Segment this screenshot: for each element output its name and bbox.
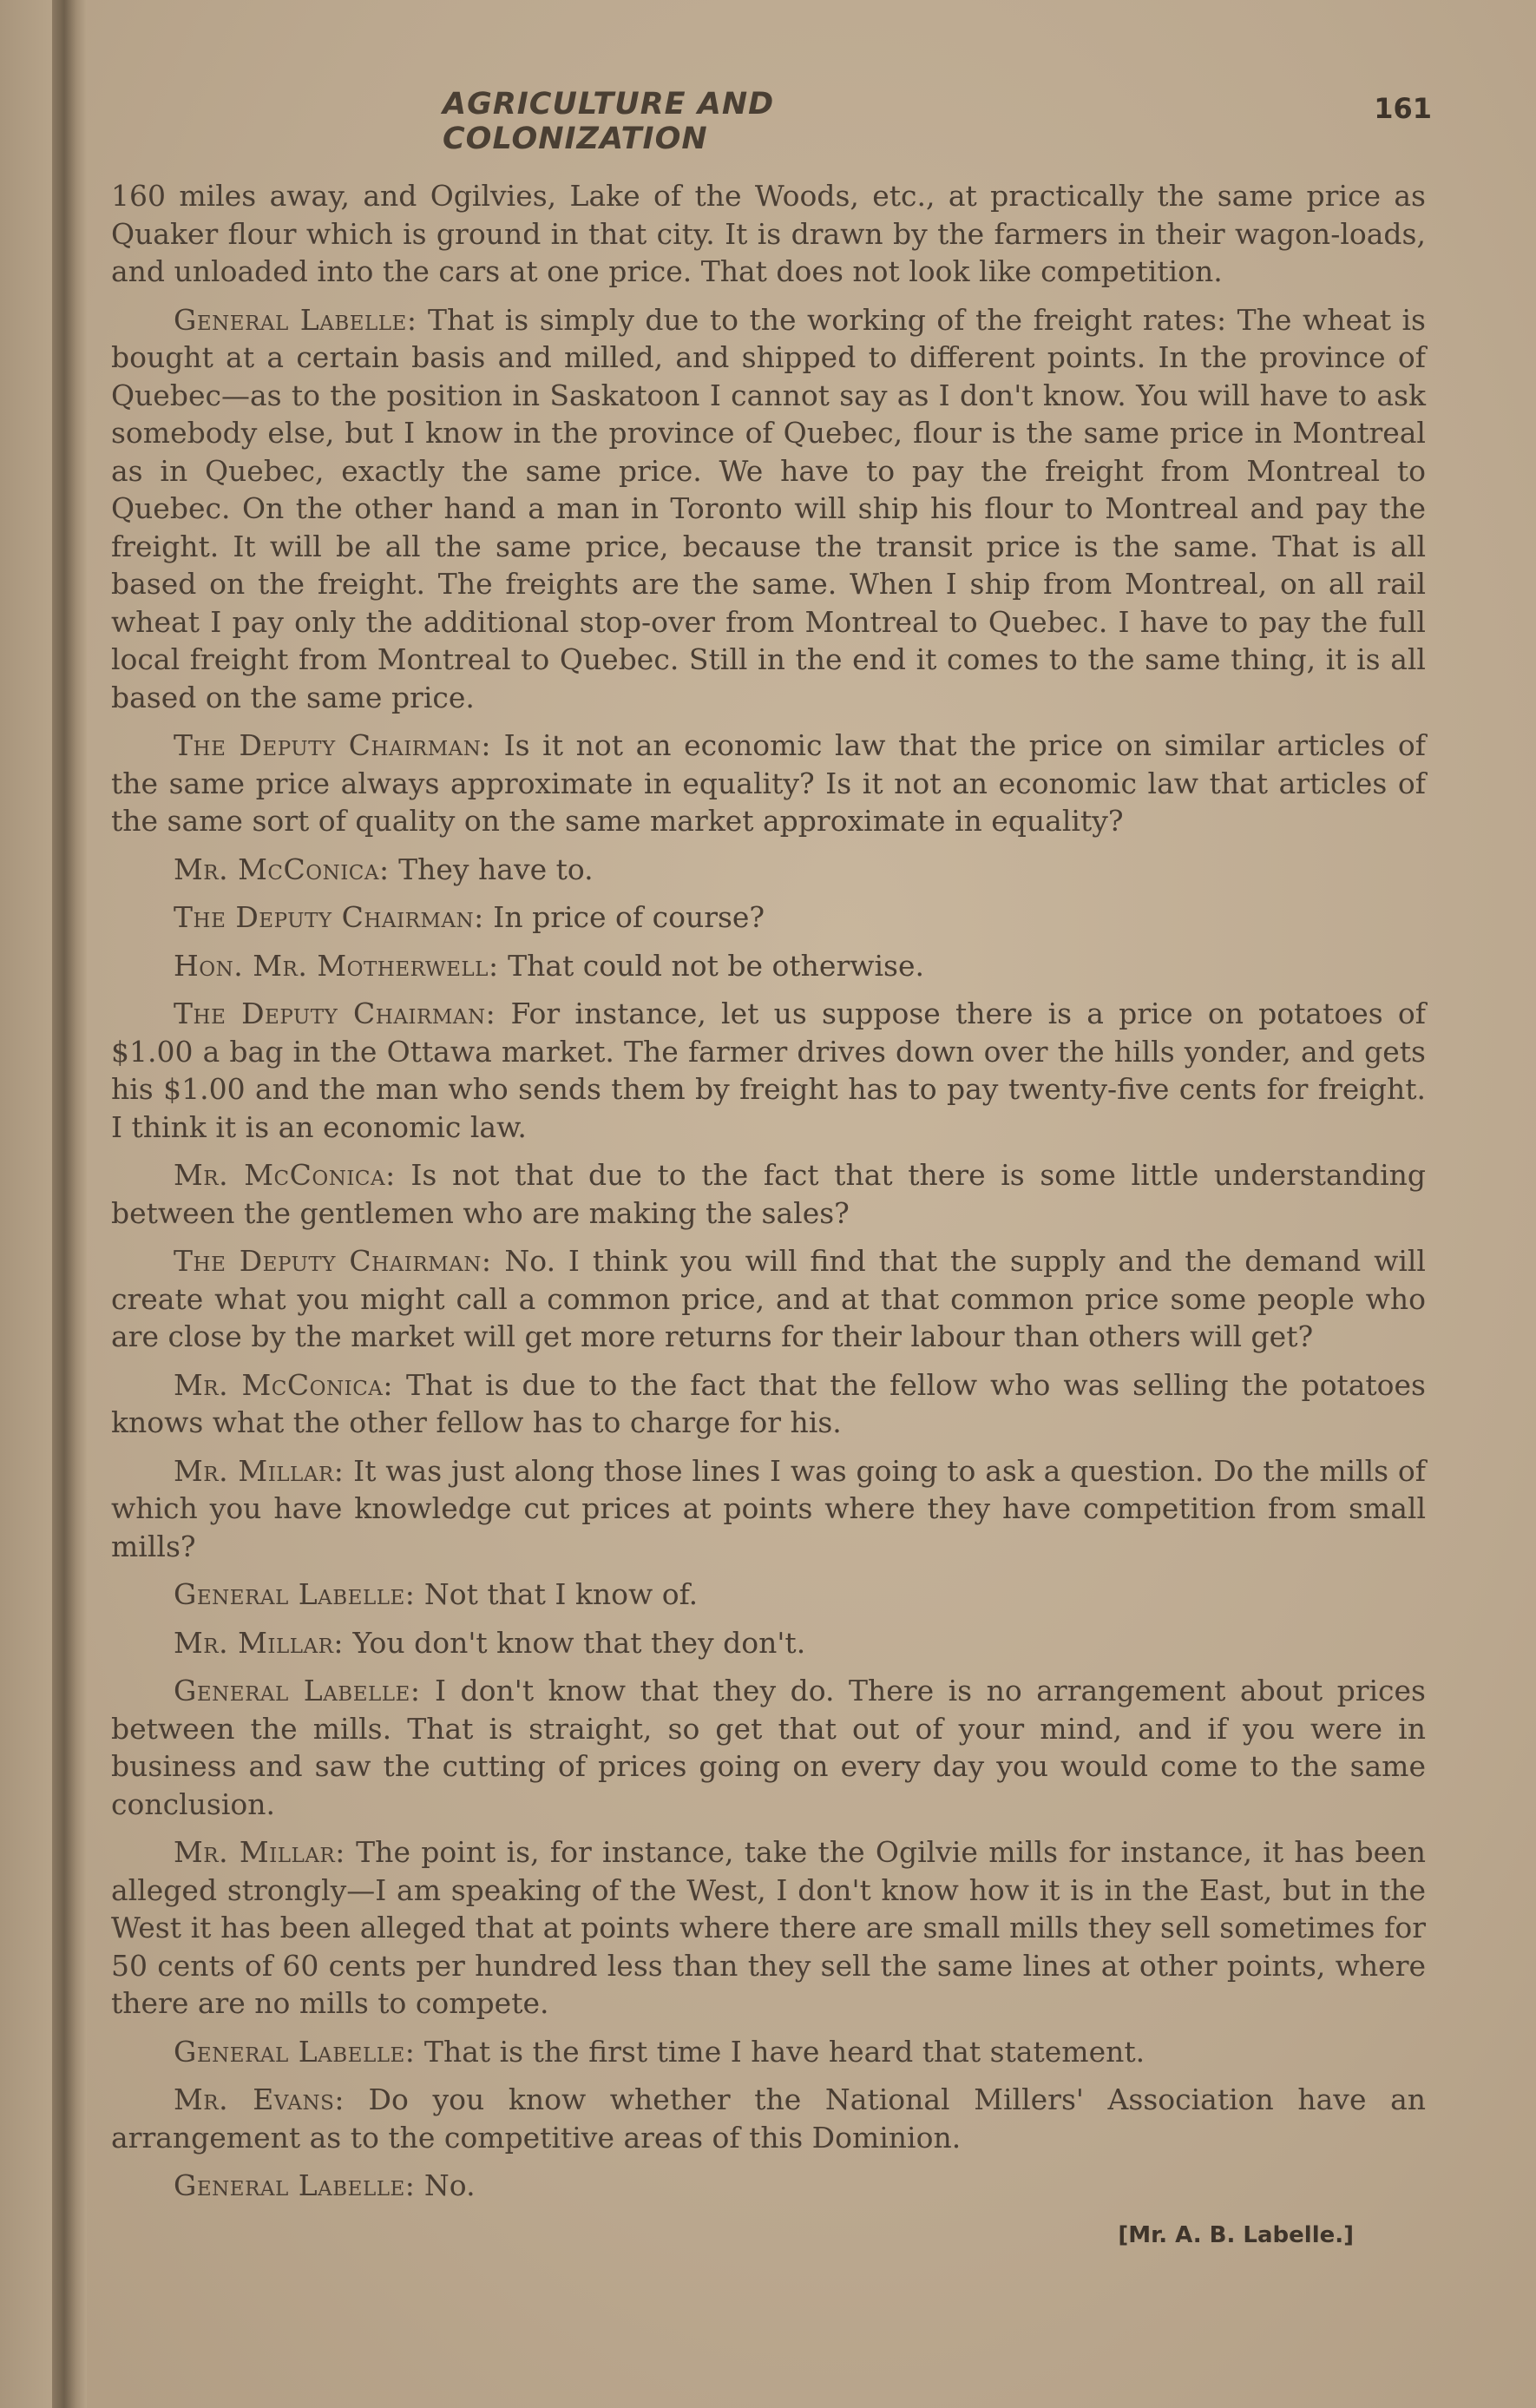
paragraph-text: They have to. <box>389 852 594 886</box>
paragraph <box>111 1833 1426 2023</box>
speaker-attribution: [Mr. A. B. Labelle.] <box>1118 2222 1354 2248</box>
speaker-name: Mr. McConica: <box>174 1158 396 1192</box>
speaker-name: General Labelle: <box>174 1674 421 1707</box>
speaker-name: Hon. Mr. Motherwell: <box>174 948 499 983</box>
paragraph-text: No. <box>415 2168 476 2202</box>
paragraph <box>111 995 1426 1146</box>
speaker-name: Mr. Millar: <box>174 1835 345 1869</box>
speaker-name: General Labelle: <box>174 2034 416 2069</box>
speaker-name: General Labelle: <box>174 302 417 337</box>
speaker-name: General Labelle: <box>174 2168 416 2202</box>
paragraph-text: No. I think you will find that the supply and the demand will create what you might call a common price, and at that common price some people who are close by the market will get more returns for their labour than others will get? <box>111 1244 1426 1353</box>
page-header <box>113 87 1432 156</box>
paragraph-text: Is not that due to the fact that there is some little understanding between the gentlemen who are making the sales? <box>111 1158 1426 1230</box>
paragraph <box>111 1452 1426 1566</box>
paragraph <box>111 1576 1426 1614</box>
paragraph-text: 160 miles away, and Ogilvies, Lake of the Woods, etc., at practically the same price as Quaker flour which is ground in that city. It is drawn by the farmers in their wagon-loads, and unloaded into the cars at one price. That does not look like competition. <box>111 179 1426 288</box>
speaker-name: The Deputy Chairman: <box>174 997 496 1030</box>
paragraph <box>111 727 1426 840</box>
paragraph-text: The point is, for instance, take the Ogilvie mills for instance, it has been alleged strongly—I am speaking of the West, I don't know how it is in the East, but in the West it has been alleged that at points where there are small mills they sell sometimes for 50 cents of 60 cents per hundred less than they sell the same lines at other points, where there are no mills to compete. <box>111 1835 1426 2020</box>
paragraph <box>111 2033 1426 2071</box>
paragraph <box>111 898 1426 937</box>
speaker-name: Mr. Millar: <box>174 1625 345 1660</box>
paragraph <box>111 1156 1426 1232</box>
speaker-name: General Labelle: <box>174 1577 416 1611</box>
paragraph-text: I don't know that they do. There is no arrangement about prices between the mills. That is straight, so get that out of your mind, and if you were in business and saw the cutting of prices going on every day you would come to the same conclusion. <box>111 1674 1426 1821</box>
speaker-name: Mr. Millar: <box>174 1453 345 1488</box>
paragraph-text: That is the first time I have heard that statement. <box>415 2034 1145 2069</box>
paragraph <box>111 2081 1426 2156</box>
speaker-name: The Deputy Chairman: <box>174 900 484 934</box>
paragraph <box>111 2167 1426 2205</box>
paragraph-text: For instance, let us suppose there is a price on potatoes of $1.00 a bag in the Ottawa market. The farmer drives down over the hills yonder, and gets his $1.00 and the man who sends them by freight has to pay twenty-five cents for freight. I think it is an economic law. <box>111 997 1426 1144</box>
paragraph-text: You don't know that they don't. <box>344 1625 806 1660</box>
paragraph-text: That could not be otherwise. <box>498 948 924 983</box>
book-gutter <box>52 0 87 2408</box>
paragraph <box>111 1366 1426 1442</box>
speaker-name: The Deputy Chairman: <box>174 728 492 762</box>
paragraph-text: It was just along those lines I was going to ask a question. Do the mills of which you have knowledge cut prices at points where they have competition from small mills? <box>111 1453 1426 1563</box>
paragraph-text: In price of course? <box>483 900 765 934</box>
speaker-name: Mr. Evans: <box>174 2082 345 2116</box>
running-head: AGRICULTURE AND COLONIZATION <box>443 87 775 156</box>
paragraph-text: That is simply due to the working of the freight rates: The wheat is bought at a certain basis and milled, and shipped to different points. In the province of Quebec—as to the position in Saskatoon I cannot say as I don't know. You will have to ask somebody else, but I know in the province of Quebec, flour is the same price in Montreal as in Quebec, exactly the same price. We have to pay the freight from Montreal to Quebec. On the other hand a man in Toronto will ship his flour to Montreal and pay the freight. It will be all the same price, because the transit price is the same. That is all based on the freight. The freights are the same. When I ship from Montreal, on all rail wheat I pay only the additional stop-over from Montreal to Quebec. I have to pay the full local freight from Montreal to Quebec. Still in the end it comes to the same thing, it is all based on the same price. <box>111 302 1426 714</box>
paragraph <box>111 1242 1426 1356</box>
paragraph-text: Not that I know of. <box>415 1577 699 1611</box>
body-text <box>111 177 1426 2215</box>
paragraph-text: Do you know whether the National Millers' Association have an arrangement as to the competitive areas of this Dominion. <box>111 2082 1426 2155</box>
paragraph <box>111 947 1426 985</box>
page-number: 161 <box>1374 92 1432 125</box>
speaker-name: Mr. McConica: <box>174 852 390 886</box>
paragraph-text: That is due to the fact that the fellow who was selling the potatoes knows what the other fellow has to charge for his. <box>111 1367 1426 1439</box>
paragraph-text: Is it not an economic law that the price on similar articles of the same price always approximate in equality? Is it not an economic law that articles of the same sort of quality on the same market approximate in equality? <box>111 728 1426 838</box>
previous-page-edge <box>0 0 52 2408</box>
paragraph <box>111 1672 1426 1823</box>
paragraph <box>111 177 1426 291</box>
paragraph <box>111 301 1426 717</box>
speaker-name: Mr. McConica: <box>174 1367 394 1402</box>
paragraph <box>111 851 1426 889</box>
speaker-name: The Deputy Chairman: <box>174 1244 492 1278</box>
paragraph <box>111 1624 1426 1662</box>
